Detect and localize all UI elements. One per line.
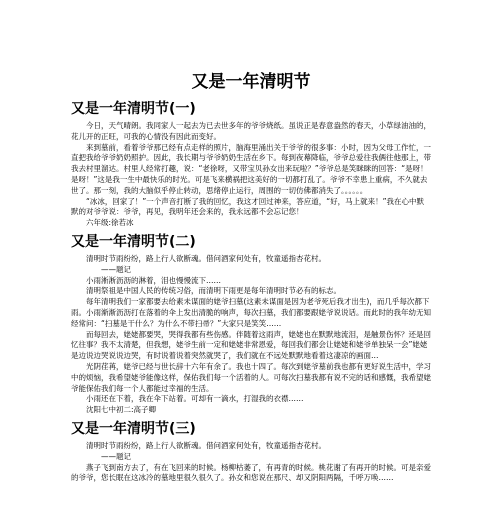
epigraph: 清明时节雨纷纷，路上行人欲断魂。借问酒家何处有，牧童遥指杏花村。 [86, 440, 326, 450]
section-heading: 又是一年清明节(二) [71, 233, 196, 250]
epigraph-label: ——题记 [101, 451, 131, 461]
author-line: 沈阳七中初二:高子卿 [86, 405, 157, 415]
section-heading: 又是一年清明节(三) [71, 420, 196, 437]
epigraph: 清明时节雨纷纷，路上行人欲断魂。借问酒家何处有，牧童遥指杏花村。 [86, 253, 326, 263]
section-1 [71, 100, 431, 229]
paragraph: 清明祭祖是中国人民的传统习俗，而清明下雨更是每年清明时节必有的标志。 [86, 286, 341, 296]
paragraph: 来到墓前，看着爷爷那已经有点走样的照片，脑海里涌出关于爷爷的很多事：小时，因为父母工作忙，一直把我给爷爷奶奶照护。因此，我长期与爷爷奶奶生活在乡下。每到夜幕降临，爷爷总爱往我俩往他那上，带我去村里溜达。村里人经常打趣，说：“老徐呀，又带宝贝孙女出来玩啦？”爷爷总是笑眯眯的回答：“是呀！是呀！”这是我一生中最快乐的时光。可是飞来横祸把这美好的一切都打乱了。爷爷不幸患上重病，不久就去世了。那一刻，我的大脑似乎停止转动，思绪停止运行，周围的一切仿佛都消失了。。。。。。 [71, 142, 431, 195]
paragraph: “冰冰，回家了！”一个声音打断了我的回忆，我这才回过神来，答应道，“好，马上就来！”我在心中默默的对爷爷说：爷爷，再见，我明年还会来的，我永远都不会忘记您！ [71, 196, 425, 217]
section-2 [71, 233, 431, 416]
section-heading: 又是一年清明节(一) [71, 101, 196, 117]
paragraph: 光阴荏苒，姥爷已经与世长辞十六年有余了。我也十四了。每次到姥爷墓前我也都有更好说生活中，学习中的烦恼，我希望姥爷能像这样，保佑我们每一个活着的人。可每次扫墓我都有说不完的话和感慨，我希望姥爷能保佑我们每一个人都能过幸福的生活。 [71, 361, 431, 393]
paragraph: 小雨淅淅沥沥的淋着，泪也慢慢流下…… [86, 275, 221, 285]
document-title: 又是一年清明节 [191, 72, 311, 92]
section-3 [71, 420, 431, 484]
paragraph: 而每回去，姥姥都要哭，哭得我都有些伤感。伴随着这雨声，姥姥也在默默地流泪，是触景伤怀？还是回忆往事？我不太清楚，但我想，姥爷生前一定和姥姥非常恩爱，每回我们都会让姥姥和姥爷单独呆一会”姥姥是边说边哭说说边哭，有时说着说着突然就哭了，我们就在不远处默默地看着这凄凉的画面… [71, 329, 431, 361]
paragraph: 每年清明我们一家都要去给素未谋面的姥爷扫墓(这素未谋面是因为老爷死后我才出生)，而几乎每次都下雨。小雨渐渐沥沥打在落着的伞上发出清脆的响声，每次扫墓，我们都要跟姥爷说说话。而此时的我年幼无知经常问：“扫墓是干什么？为什么不带扫帚？”大家只是笑笑…… [71, 297, 431, 328]
paragraph: 小雨还在下着，我在伞下站着。可却有一滴水，打湿我的衣襟…… [86, 394, 304, 404]
author-line: 六年级:徐若冰 [86, 218, 134, 228]
epigraph-label: ——题记 [101, 264, 131, 274]
paragraph: 燕子飞到南方去了，有在飞回来的时候。杨柳枯萎了，有再青的时候。桃花谢了有再开的时候。可是亲爱的爷爷，您长眠在这冰冷的墓地里很久很久了。孙女和您说在那尺、却又阴阳两隔，千呼万唤…… [71, 462, 431, 483]
paragraph: 今日，天气晴朗。我同家人一起去为已去世多年的爷爷烧纸。虽说正是春意盎然的春天，小草绿油油的，花儿开的正旺，可我的心情没有因此而变好。 [71, 121, 431, 141]
document-page [71, 70, 431, 484]
